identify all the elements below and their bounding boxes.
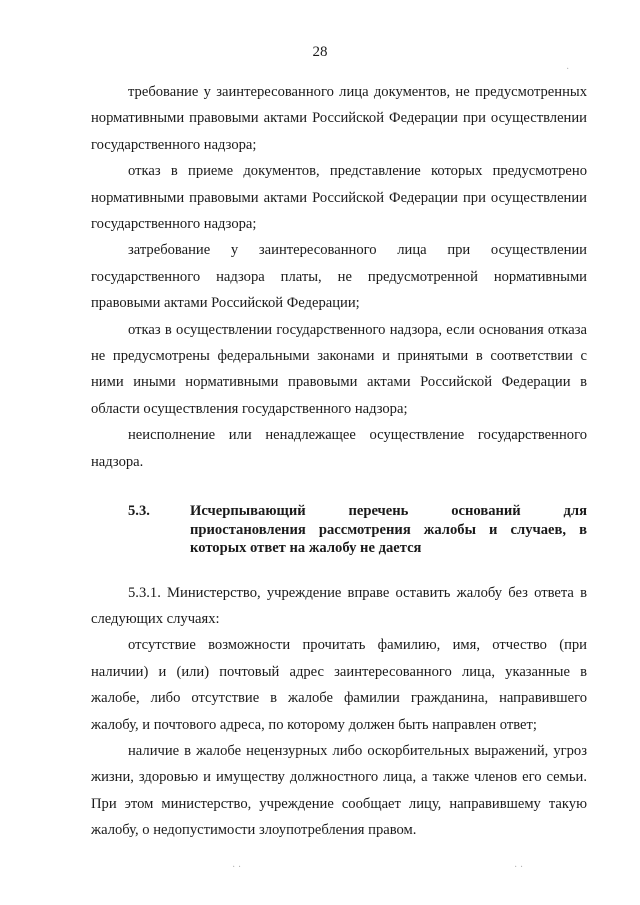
- scan-speck: · ·: [232, 862, 242, 873]
- paragraph-requirement: требование у заинтересованного лица документов, не предусмотренных нормативными правовыми актами Российской Федерации при осуществлении государственного надзора;: [91, 84, 587, 153]
- paragraph-unreadable-name: отсутствие возможности прочитать фамилию, имя, отчество (при наличии) и (или) почтовый адрес заинтересованного лица, указанные в жалобе, либо отсутствие в жалобе фамилии гражданина, направившего жалобу, и почтового адреса, по которому должен быть направлен ответ;: [91, 637, 587, 733]
- document-body: [91, 79, 587, 844]
- section-title: Исчерпывающий перечень оснований для приостановления рассмотрения жалобы и случаев, в которых ответ на жалобу не дается: [190, 503, 587, 557]
- paragraph-obscene-language: наличие в жалобе нецензурных либо оскорбительных выражений, угроз жизни, здоровью и имуществу должностного лица, а также членов его семьи. При этом министерство, учреждение сообщает лицу, направившему такую жалобу, о недопустимости злоупотребления правом.: [91, 743, 587, 839]
- paragraph-refusal-supervision: отказ в осуществлении государственного надзора, если основания отказа не предусмотрены федеральными законами и принятыми в соответствии с ними иными нормативными правовыми актами Российской Федерации в области осуществления государственного надзора;: [91, 321, 587, 417]
- scan-speck: · ·: [514, 862, 524, 873]
- paragraph-fee-demand: затребование у заинтересованного лица при осуществлении государственного надзора платы, не предусмотренной нормативными правовыми актами Российской Федерации;: [91, 242, 587, 312]
- section-heading: [91, 502, 587, 558]
- paragraph-refusal-documents: отказ в приеме документов, представление которых предусмотрено нормативными правовыми актами Российской Федерации при осуществлении государственного надзора;: [91, 163, 587, 233]
- page-number: 28: [312, 44, 328, 60]
- section-number: 5.3.: [128, 503, 150, 520]
- paragraph-5-3-1: 5.3.1. Министерство, учреждение вправе оставить жалобу без ответа в следующих случаях:: [91, 584, 587, 627]
- paragraph-non-performance: неисполнение или ненадлежащее осуществление государственного надзора.: [91, 427, 587, 470]
- scan-speck: ·: [566, 64, 570, 75]
